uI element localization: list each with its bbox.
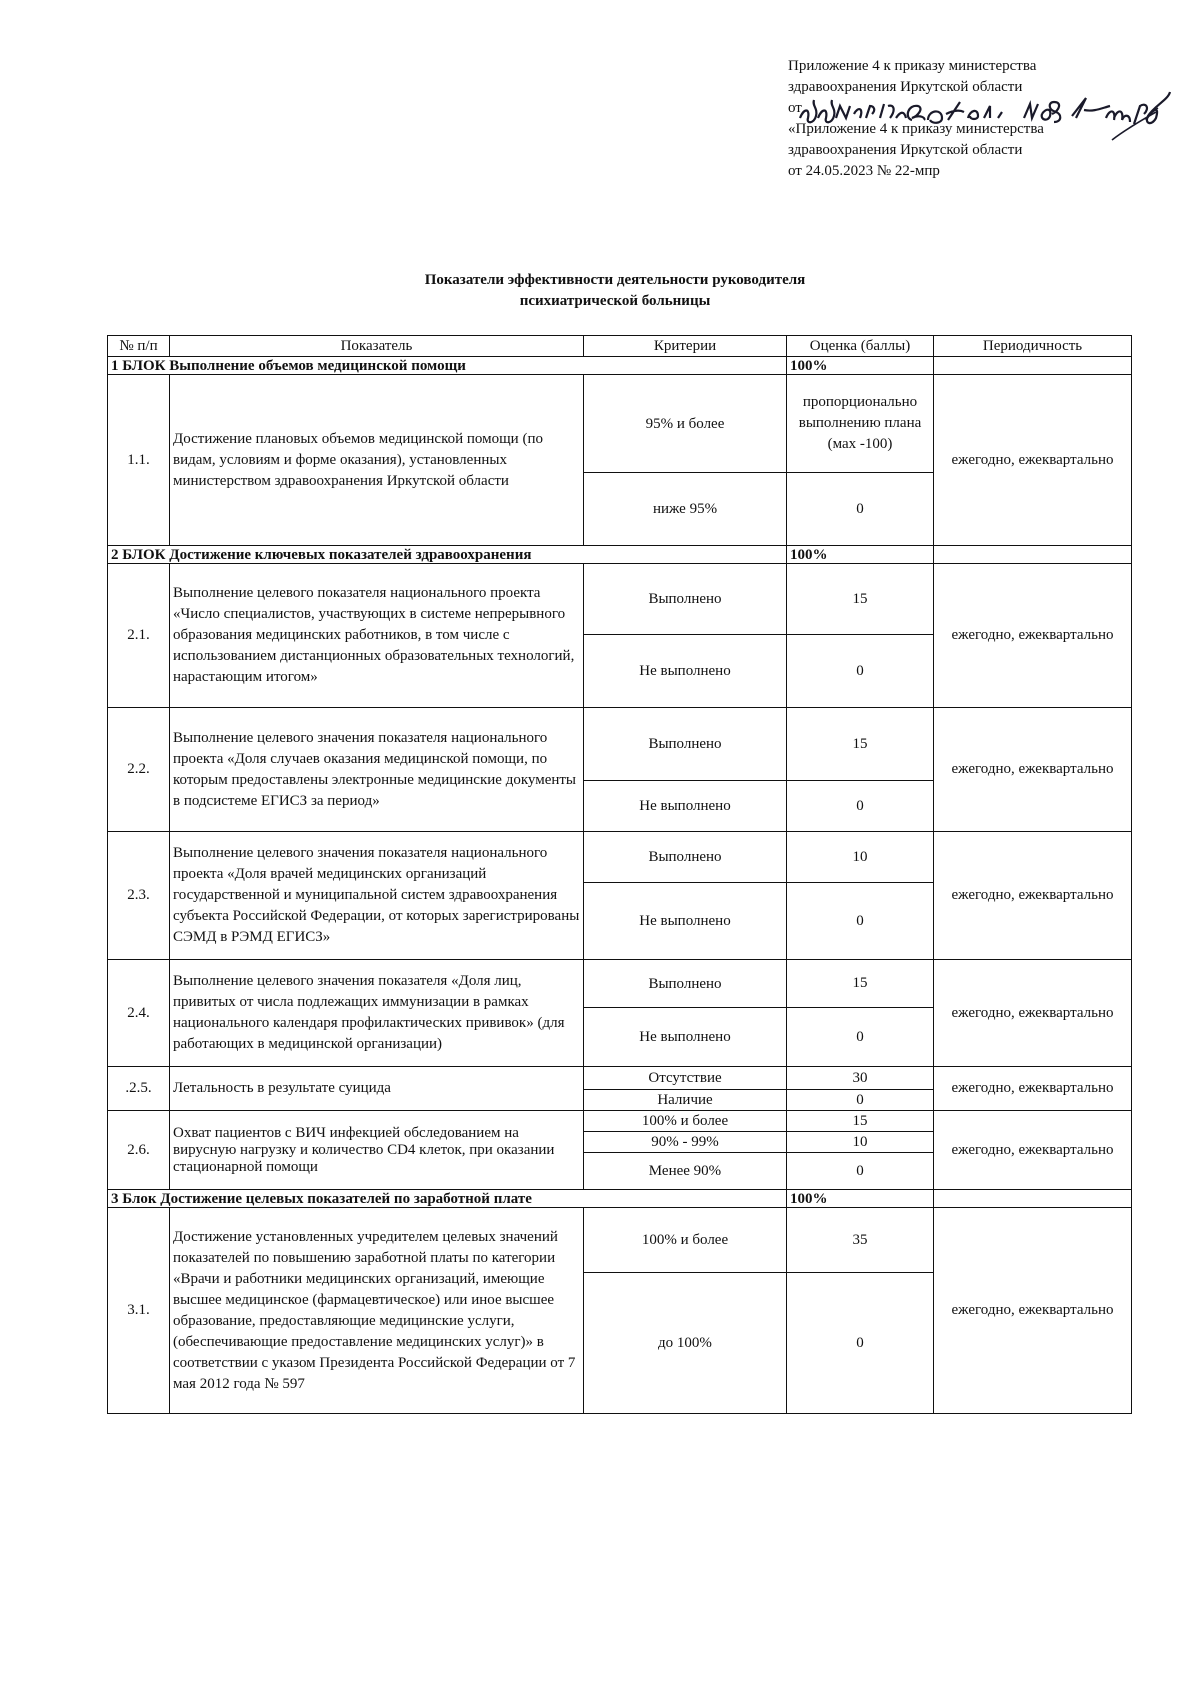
score-cell: пропорционально выполнению плана (мах -100) <box>787 375 934 473</box>
block-1-empty <box>934 357 1132 375</box>
block-2-title: 2 БЛОК Достижение ключевых показателей здравоохранения <box>108 546 787 564</box>
row-number: 2.2. <box>108 708 170 832</box>
indicators-table <box>107 335 1132 1414</box>
periodicity-cell: ежегодно, ежеквартально <box>934 1067 1132 1111</box>
title-line-1: Показатели эффективности деятельности руководителя <box>424 272 806 288</box>
score-cell: 0 <box>787 1008 934 1067</box>
handwritten-date-number <box>788 84 1178 144</box>
score-cell: 0 <box>787 1273 934 1414</box>
indicator-text: Выполнение целевого показателя национального проекта «Число специалистов, участвующих в системе непрерывного образования медицинских работников, в том числе с использованием дистанционных образовательных технологий, нарастающим итогом» <box>170 564 584 708</box>
block-1-title: 1 БЛОК Выполнение объемов медицинской помощи <box>108 357 787 375</box>
criteria-cell: Наличие <box>584 1090 787 1111</box>
score-cell: 0 <box>787 635 934 708</box>
table-row <box>108 832 1132 883</box>
block-3-title: 3 Блок Достижение целевых показателей по заработной плате <box>108 1190 787 1208</box>
table-row <box>108 960 1132 1008</box>
indicator-text: Выполнение целевого значения показателя национального проекта «Доля врачей медицинских организаций государственной и муниципальной систем здравоохранения субъекта Российской Федерации, от которых зарегистрированы СЭМД в РЭМД ЕГИСЗ» <box>170 832 584 960</box>
block-2-empty <box>934 546 1132 564</box>
header-num: № п/п <box>108 336 170 357</box>
periodicity-cell: ежегодно, ежеквартально <box>934 960 1132 1067</box>
block-1-percent: 100% <box>787 357 934 375</box>
criteria-cell: Не выполнено <box>584 883 787 960</box>
header-line-5: здравоохранения Иркутской области <box>788 142 1023 158</box>
score-cell: 15 <box>787 960 934 1008</box>
periodicity-cell: ежегодно, ежеквартально <box>934 1111 1132 1190</box>
table-row <box>108 375 1132 473</box>
criteria-cell: Не выполнено <box>584 1008 787 1067</box>
header-indicator: Показатель <box>170 336 584 357</box>
criteria-cell: Выполнено <box>584 708 787 781</box>
score-cell: 0 <box>787 1090 934 1111</box>
block-3-empty <box>934 1190 1132 1208</box>
criteria-cell: 100% и более <box>584 1208 787 1273</box>
table-row <box>108 1067 1132 1090</box>
score-cell: 0 <box>787 473 934 546</box>
table-row <box>108 564 1132 635</box>
row-number: 1.1. <box>108 375 170 546</box>
score-cell: 0 <box>787 883 934 960</box>
criteria-cell: 100% и более <box>584 1111 787 1132</box>
criteria-cell: Не выполнено <box>584 635 787 708</box>
indicator-text: Выполнение целевого значения показателя национального проекта «Доля случаев оказания медицинской помощи, по которым предоставлены электронные медицинские документы в подсистеме ЕГИСЗ за период» <box>170 708 584 832</box>
row-number: 2.6. <box>108 1111 170 1190</box>
block-2-percent: 100% <box>787 546 934 564</box>
periodicity-cell: ежегодно, ежеквартально <box>934 708 1132 832</box>
row-number: 2.4. <box>108 960 170 1067</box>
block-3-percent: 100% <box>787 1190 934 1208</box>
block-2-row <box>108 546 1132 564</box>
header-line-6: от 24.05.2023 № 22-мпр <box>788 163 940 179</box>
score-cell: 15 <box>787 1111 934 1132</box>
score-cell: 15 <box>787 708 934 781</box>
periodicity-cell: ежегодно, ежеквартально <box>934 375 1132 546</box>
block-3-row <box>108 1190 1132 1208</box>
indicator-text: Выполнение целевого значения показателя «Доля лиц, привитых от числа подлежащих иммунизации в рамках национального календаря профилактических прививок» (для работающих в медицинской организации) <box>170 960 584 1067</box>
criteria-cell: ниже 95% <box>584 473 787 546</box>
table-row <box>108 1208 1132 1273</box>
row-number: .2.5. <box>108 1067 170 1111</box>
table-row <box>108 708 1132 781</box>
title-line-2: психиатрической больницы <box>519 293 711 309</box>
criteria-cell: Отсутствие <box>584 1067 787 1090</box>
criteria-cell: Выполнено <box>584 960 787 1008</box>
indicator-text: Летальность в результате суицида <box>170 1067 584 1111</box>
score-cell: 10 <box>787 832 934 883</box>
header-criteria: Критерии <box>584 336 787 357</box>
row-number: 2.3. <box>108 832 170 960</box>
row-number: 3.1. <box>108 1208 170 1414</box>
table-row <box>108 1111 1132 1132</box>
table-header-row <box>108 336 1132 357</box>
score-cell: 10 <box>787 1132 934 1153</box>
score-cell: 0 <box>787 781 934 832</box>
indicator-text: Достижение плановых объемов медицинской помощи (по видам, условиям и форме оказания), установленных министерством здравоохранения Иркутской области <box>170 375 584 546</box>
header-ot-prefix: от <box>788 100 802 116</box>
periodicity-cell: ежегодно, ежеквартально <box>934 1208 1132 1414</box>
block-1-row <box>108 357 1132 375</box>
periodicity-cell: ежегодно, ежеквартально <box>934 564 1132 708</box>
score-cell: 15 <box>787 564 934 635</box>
criteria-cell: Не выполнено <box>584 781 787 832</box>
header-score: Оценка (баллы) <box>787 336 934 357</box>
indicator-text: Достижение установленных учредителем целевых значений показателей по повышению заработной платы по категории «Врачи и работники медицинских организаций, имеющие высшее медицинское (фармацевтическое) или иное высшее образование, предоставляющие медицинские услуги, (обеспечивающие предоставление медицинских услуг)» в соответствии с указом Президента Российской Федерации от 7 мая 2012 года № 597 <box>170 1208 584 1414</box>
criteria-cell: 90% - 99% <box>584 1132 787 1153</box>
indicator-text: Охват пациентов с ВИЧ инфекцией обследованием на вирусную нагрузку и количество CD4 клеток, при оказании стационарной помощи <box>170 1111 584 1190</box>
header-line-4: «Приложение 4 к приказу министерства <box>788 121 1044 137</box>
criteria-cell: Выполнено <box>584 832 787 883</box>
score-cell: 30 <box>787 1067 934 1090</box>
document-title <box>0 270 1200 312</box>
row-number: 2.1. <box>108 564 170 708</box>
criteria-cell: Выполнено <box>584 564 787 635</box>
header-periodicity: Периодичность <box>934 336 1132 357</box>
periodicity-cell: ежегодно, ежеквартально <box>934 832 1132 960</box>
criteria-cell: Менее 90% <box>584 1153 787 1190</box>
score-cell: 35 <box>787 1208 934 1273</box>
criteria-cell: до 100% <box>584 1273 787 1414</box>
header-line-1: Приложение 4 к приказу министерства <box>788 58 1037 74</box>
score-cell: 0 <box>787 1153 934 1190</box>
criteria-cell: 95% и более <box>584 375 787 473</box>
header-line-2: здравоохранения Иркутской области <box>788 79 1023 95</box>
